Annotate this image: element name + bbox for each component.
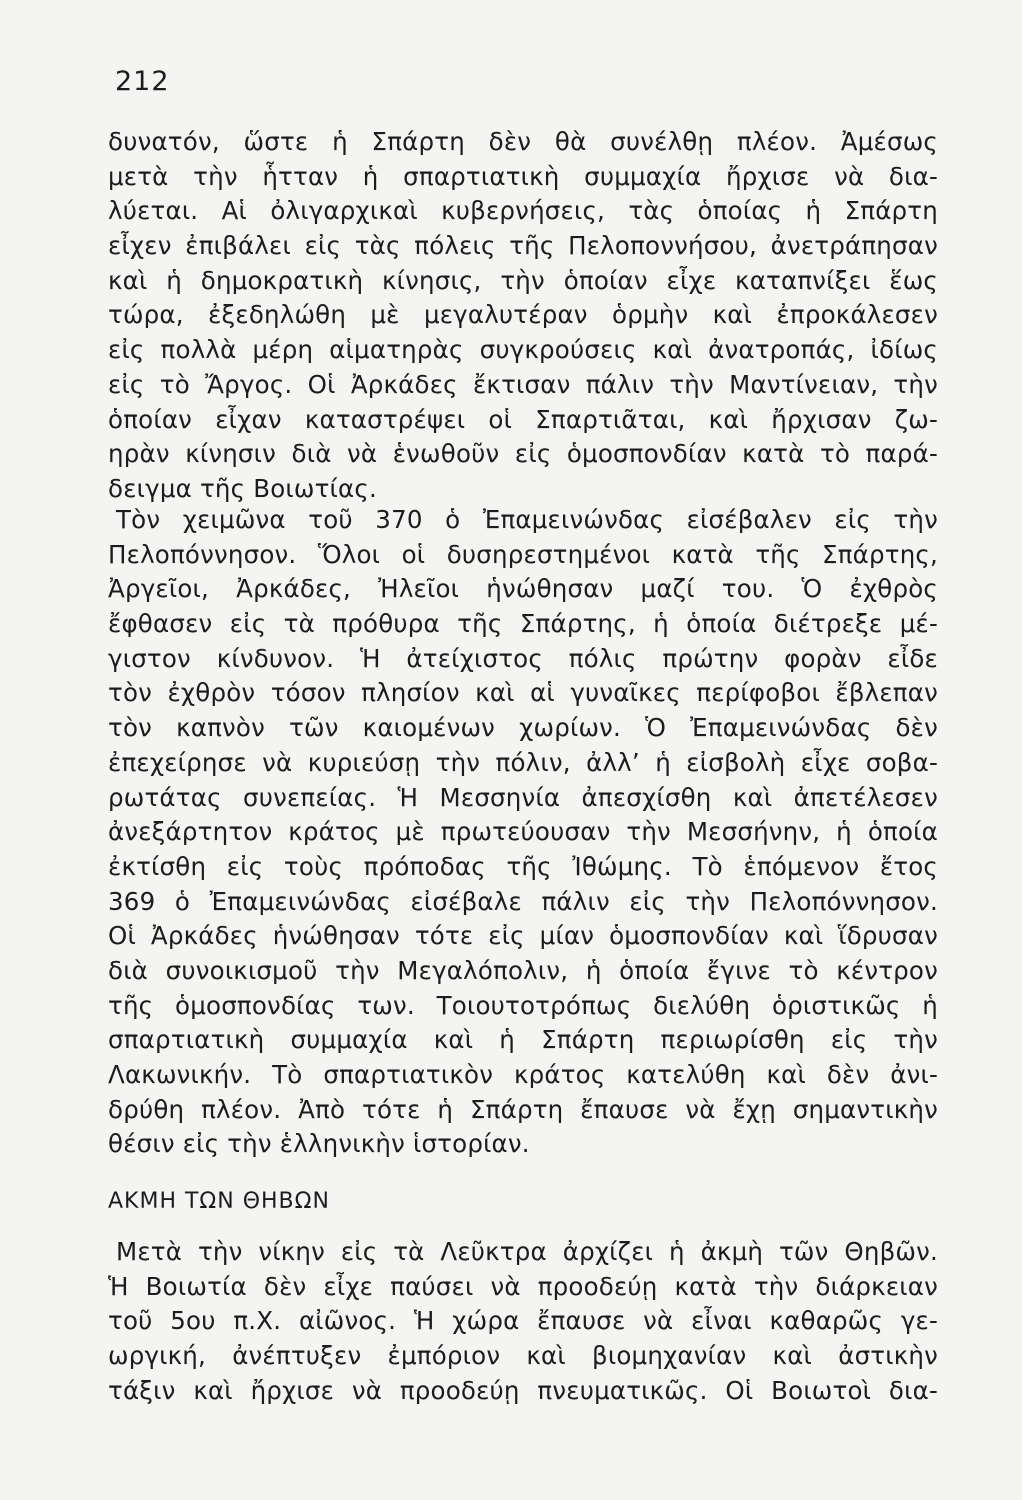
text-line: 369 ὁ Ἐπαμεινώνδας εἰσέβαλε πάλιν εἰς τὴν Πελοπόννησον. — [108, 886, 938, 916]
paragraph-3 — [108, 1235, 938, 1408]
text-line: τώρα, ἐξεδηλώθη μὲ μεγαλυτέραν ὁρμὴν καὶ ἐπροκάλεσεν — [108, 300, 938, 330]
text-line: λύεται. Αἱ ὀλιγαρχικαὶ κυβερνήσεις, τὰς ὁποίας ἡ Σπάρτη — [108, 196, 938, 226]
text-line: καὶ ἡ δημοκρατικὴ κίνησις, τὴν ὁποίαν εἶχε καταπνίξει ἕως — [108, 265, 938, 295]
text-line: μετὰ τὴν ἧτταν ἡ σπαρτιατικὴ συμμαχία ἤρχισε νὰ δια- — [108, 161, 938, 191]
text-line: εἰς πολλὰ μέρη αἱματηρὰς συγκρούσεις καὶ ἀνατροπάς, ἰδίως — [108, 335, 938, 365]
page-number: 212 — [115, 66, 170, 97]
section-heading: ΑΚΜΗ ΤΩΝ ΘΗΒΩΝ — [108, 1189, 330, 1214]
text-line: ωργική, ἀνέπτυξεν ἐμπόριον καὶ βιομηχανίαν καὶ ἀστικὴν — [108, 1341, 938, 1371]
text-line: ρωτάτας συνεπείας. Ἡ Μεσσηνία ἀπεσχίσθη καὶ ἀπετέλεσεν — [108, 782, 938, 812]
text-line: Λακωνικήν. Τὸ σπαρτιατικὸν κράτος κατελύθη καὶ δὲν ἀνι- — [108, 1060, 938, 1089]
text-line: εἶχεν ἐπιβάλει εἰς τὰς πόλεις τῆς Πελοποννήσου, ἀνετράπησαν — [108, 231, 938, 261]
text-line: τοῦ 5ου π.Χ. αἰῶνος. Ἡ χώρα ἔπαυσε νὰ εἶναι καθαρῶς γε- — [108, 1306, 938, 1336]
text-line: ὁποίαν εἶχαν καταστρέψει οἱ Σπαρτιᾶται, καὶ ἤρχισαν ζω- — [108, 404, 938, 434]
text-line: τὸν ἐχθρὸν τόσον πλησίον καὶ αἱ γυναῖκες περίφοβοι ἔβλεπαν — [108, 678, 938, 708]
text-line: εἰς τὸ Ἄργος. Οἱ Ἀρκάδες ἔκτισαν πάλιν τὴν Μαντίνειαν, τὴν — [108, 369, 938, 399]
text-line: τὸν καπνὸν τῶν καιομένων χωρίων. Ὁ Ἐπαμεινώνδας δὲν — [108, 713, 938, 743]
text-line: τάξιν καὶ ἤρχισε νὰ προοδεύῃ πνευματικῶς. Οἱ Βοιωτοὶ δια- — [108, 1375, 938, 1405]
text-line: ἐκτίσθη εἰς τοὺς πρόποδας τῆς Ἰθώμης. Τὸ ἑπόμενον ἔτος — [108, 851, 938, 881]
text-line: σπαρτιατικὴ συμμαχία καὶ ἡ Σπάρτη περιωρίσθη εἰς τὴν — [108, 1025, 938, 1055]
text-line: Ἡ Βοιωτία δὲν εἶχε παύσει νὰ προοδεύῃ κατὰ τὴν διάρκειαν — [108, 1271, 938, 1301]
text-line: γιστον κίνδυνον. Ἡ ἀτείχιστος πόλις πρώτην φορὰν εἶδε — [108, 643, 938, 673]
text-line: διὰ συνοικισμοῦ τὴν Μεγαλόπολιν, ἡ ὁποία ἔγινε τὸ κέντρον — [108, 955, 938, 985]
text-line: Πελοπόννησον. Ὅλοι οἱ δυσηρεστημένοι κατὰ τῆς Σπάρτης, — [108, 539, 938, 569]
text-line: δειγμα τῆς Βοιωτίας. — [108, 473, 377, 503]
text-line: ἀνεξάρτητον κράτος μὲ πρωτεύουσαν τὴν Μεσσήνην, ἡ ὁποία — [108, 817, 938, 847]
paragraph-1 — [108, 125, 938, 507]
text-line: ηρὰν κίνησιν διὰ νὰ ἑνωθοῦν εἰς ὁμοσπονδίαν κατὰ τὸ παρά- — [108, 439, 938, 469]
text-line: ἐπεχείρησε νὰ κυριεύσῃ τὴν πόλιν, ἀλλ’ ἡ εἰσβολὴ εἶχε σοβα- — [108, 747, 938, 777]
text-line: Μετὰ τὴν νίκην εἰς τὰ Λεῦκτρα ἀρχίζει ἡ ἀκμὴ τῶν Θηβῶν. — [116, 1237, 938, 1266]
text-line: Τὸν χειμῶνα τοῦ 370 ὁ Ἐπαμεινώνδας εἰσέβαλεν εἰς τὴν — [116, 505, 938, 534]
text-line: ἔφθασεν εἰς τὰ πρόθυρα τῆς Σπάρτης, ἡ ὁποία διέτρεξε μέ- — [108, 609, 938, 639]
text-line: Ἀργεῖοι, Ἀρκάδες, Ἠλεῖοι ἡνώθησαν μαζί του. Ὁ ἐχθρὸς — [108, 574, 938, 604]
text-line: Οἱ Ἀρκάδες ἡνώθησαν τότε εἰς μίαν ὁμοσπονδίαν καὶ ἵδρυσαν — [108, 921, 938, 951]
text-line: θέσιν εἰς τὴν ἑλληνικὴν ἱστορίαν. — [108, 1129, 530, 1159]
text-line: τῆς ὁμοσπονδίας των. Τοιουτοτρόπως διελύθη ὁριστικῶς ἡ — [108, 990, 938, 1020]
paragraph-2 — [108, 503, 938, 1162]
text-line: δυνατόν, ὥστε ἡ Σπάρτη δὲν θὰ συνέλθῃ πλέον. Ἀμέσως — [108, 127, 938, 156]
text-line: δρύθη πλέον. Ἀπὸ τότε ἡ Σπάρτη ἔπαυσε νὰ ἔχῃ σημαντικὴν — [108, 1094, 938, 1124]
